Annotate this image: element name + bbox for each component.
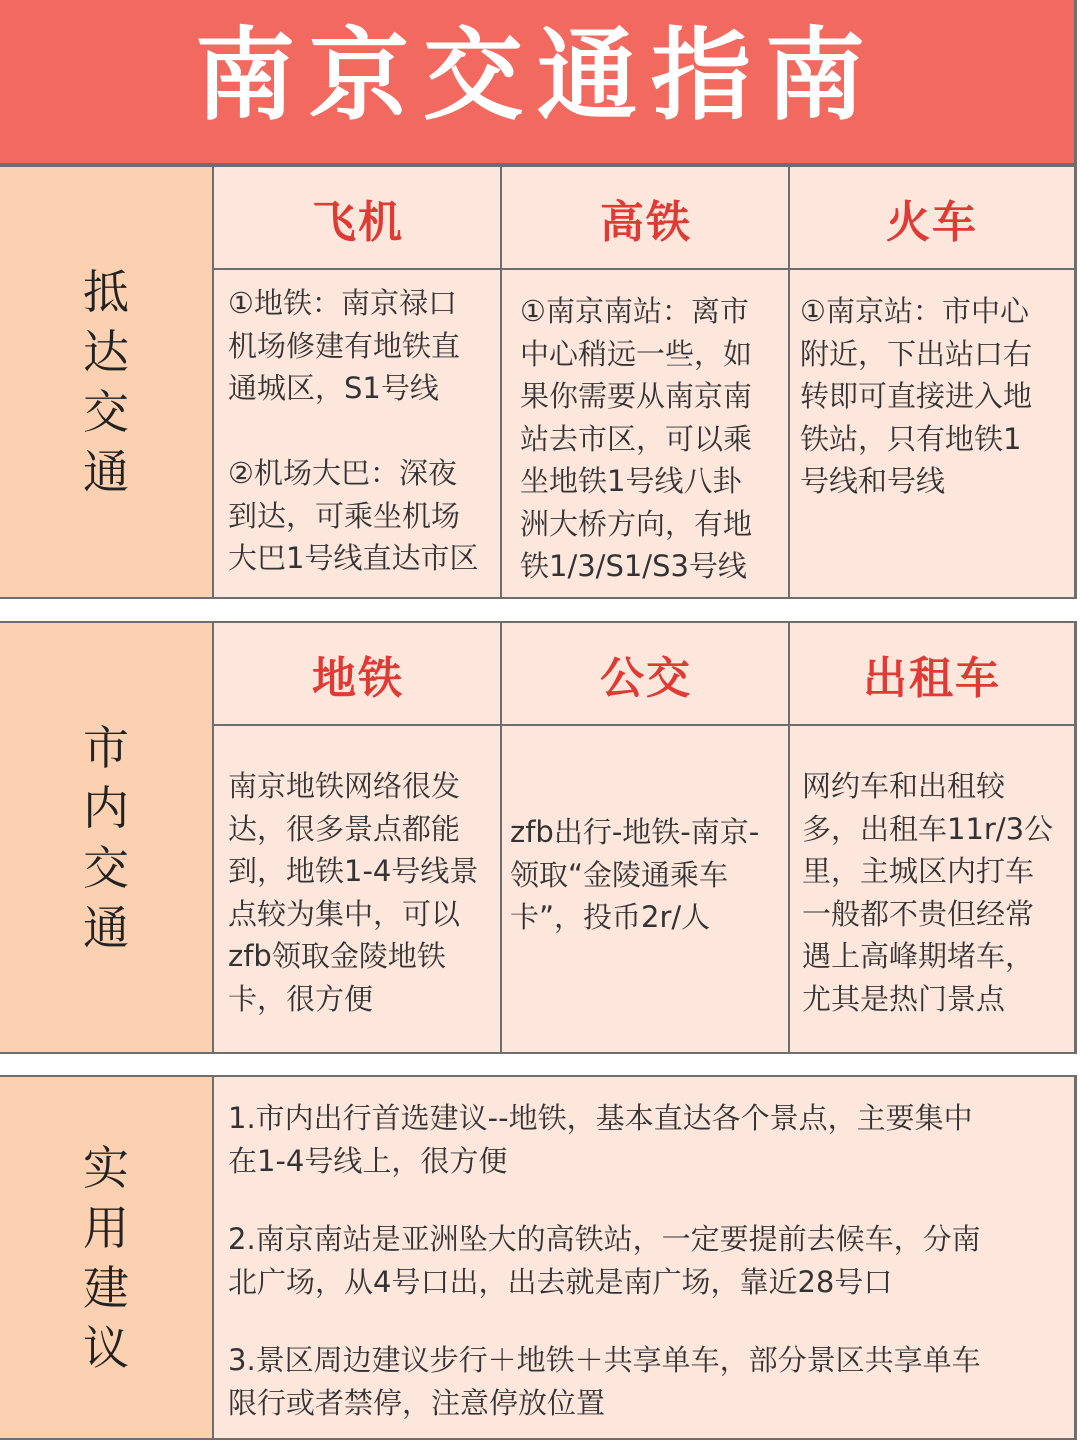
tips-section-label: 实用建议 (83, 1140, 129, 1375)
tip-item: 3.景区周边建议步行＋地铁＋共享单车，部分景区共享单车 限行或者禁停，注意停放位置 (228, 1343, 981, 1420)
city-metro-text: 南京地铁网络很发 达，很多景点都能 到，地铁1-4号线景 点较为集中，可以 zfb领取金陵地铁 卡，很方便 (228, 769, 479, 1016)
arrival-highspeed-rail-text: ①南京南站：离市 中心稍远一些，如 果你需要从南京南 站去市区，可以乘 坐地铁1号线八卦 洲大桥方向，有地 铁1/3/S1/S3号线 (520, 294, 753, 583)
arrival-header-plane: 飞机 (214, 167, 502, 270)
city-taxi-text: 网约车和出租较 多，出租车11r/3公 里，主城区内打车 一般都不贵但经常 遇上高峰期堵车， 尤其是热门景点 (802, 769, 1054, 1016)
city-header-metro: 地铁 (214, 623, 502, 726)
city-header-bus: 公交 (502, 623, 790, 726)
city-header-taxi: 出租车 (790, 623, 1074, 726)
arrival-header-train: 火车 (790, 167, 1074, 270)
arrival-plane-text: ①地铁：南京禄口 机场修建有地铁直 通城区，S1号线 ②机场大巴：深夜 到达，可乘坐机场 大巴1号线直达市区 (228, 286, 479, 575)
city-section (0, 621, 1077, 1054)
arrival-header-highspeed-rail: 高铁 (502, 167, 790, 270)
city-section-label: 市内交通 (83, 720, 129, 955)
tip-item: 1.市内出行首选建议--地铁，基本直达各个景点，主要集中 在1-4号线上，很方便 (228, 1101, 973, 1178)
title-banner (0, 0, 1077, 165)
city-bus-text: zfb出行-地铁-南京- 领取“金陵通乘车 卡”，投币2r/人 (510, 815, 760, 934)
tip-item: 2.南京南站是亚洲坠大的高铁站，一定要提前去候车，分南 北广场，从4号口出，出去就是南广场，靠近28号口 (228, 1222, 981, 1299)
page-title: 南京交通指南 (195, 16, 879, 134)
arrival-section-label: 抵达交通 (83, 265, 129, 499)
city-side-panel (0, 623, 214, 1052)
tips-list (214, 1077, 1074, 1438)
arrival-side-panel (0, 167, 214, 597)
tips-section (0, 1075, 1077, 1440)
arrival-train-text: ①南京站：市中心 附近，下出站口右 转即可直接进入地 铁站，只有地铁1 号线和号线 (800, 294, 1033, 498)
tips-side-panel (0, 1077, 214, 1438)
arrival-section (0, 165, 1077, 599)
